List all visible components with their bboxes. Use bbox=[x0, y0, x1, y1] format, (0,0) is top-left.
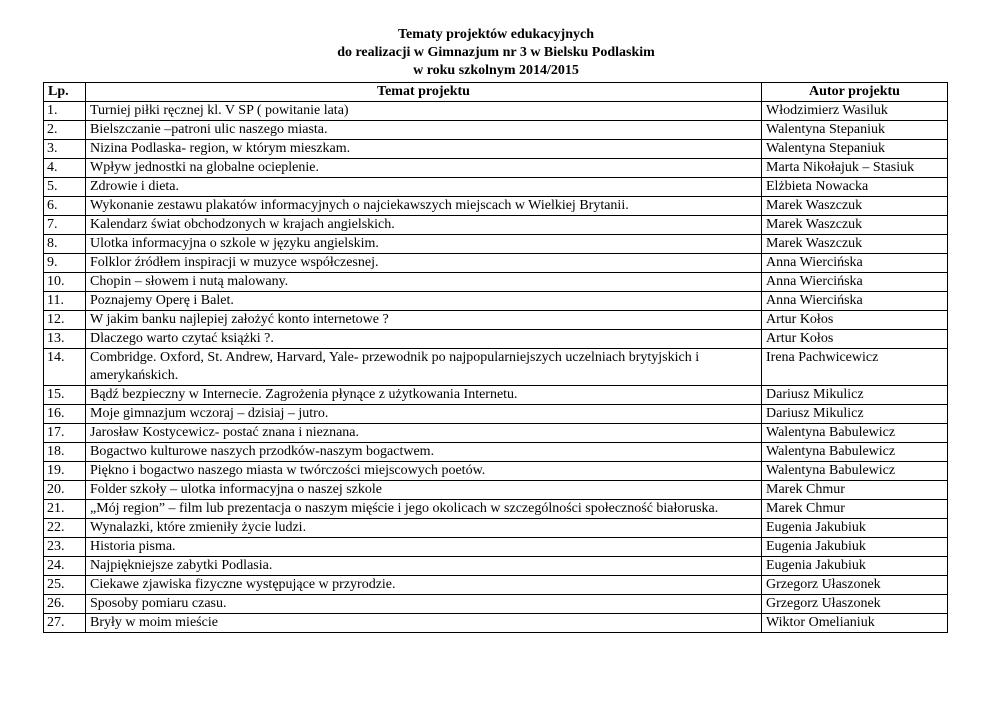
project-topic: Bryły w moim mieście bbox=[86, 614, 762, 633]
row-number: 15. bbox=[44, 386, 86, 405]
project-topic: Bądź bezpieczny w Internecie. Zagrożenia płynące z użytkowania Internetu. bbox=[86, 386, 762, 405]
project-author: Marek Waszczuk bbox=[762, 197, 948, 216]
table-row bbox=[44, 481, 948, 500]
project-author: Wiktor Omelianiuk bbox=[762, 614, 948, 633]
row-number: 16. bbox=[44, 405, 86, 424]
column-header-lp: Lp. bbox=[44, 83, 86, 102]
table-row bbox=[44, 519, 948, 538]
row-number: 4. bbox=[44, 159, 86, 178]
table-row bbox=[44, 330, 948, 349]
project-topic: „Mój region” – film lub prezentacja o naszym mięście i jego okolicach w szczególności społeczność białoruska. bbox=[86, 500, 762, 519]
table-row bbox=[44, 576, 948, 595]
table-row bbox=[44, 462, 948, 481]
table-row bbox=[44, 557, 948, 576]
table-header-row bbox=[44, 83, 948, 102]
table-row bbox=[44, 538, 948, 557]
project-topic: Chopin – słowem i nutą malowany. bbox=[86, 273, 762, 292]
project-author: Artur Kołos bbox=[762, 311, 948, 330]
project-author: Dariusz Mikulicz bbox=[762, 405, 948, 424]
column-header-author: Autor projektu bbox=[762, 83, 948, 102]
project-topic: Folder szkoły – ulotka informacyjna o naszej szkole bbox=[86, 481, 762, 500]
project-author: Artur Kołos bbox=[762, 330, 948, 349]
project-topic: Jarosław Kostycewicz- postać znana i nieznana. bbox=[86, 424, 762, 443]
project-author: Eugenia Jakubiuk bbox=[762, 519, 948, 538]
row-number: 23. bbox=[44, 538, 86, 557]
row-number: 3. bbox=[44, 140, 86, 159]
project-author: Walentyna Babulewicz bbox=[762, 443, 948, 462]
project-topic: Wpływ jednostki na globalne ocieplenie. bbox=[86, 159, 762, 178]
project-topic: Historia pisma. bbox=[86, 538, 762, 557]
row-number: 5. bbox=[44, 178, 86, 197]
project-author: Eugenia Jakubiuk bbox=[762, 538, 948, 557]
table-row bbox=[44, 595, 948, 614]
row-number: 18. bbox=[44, 443, 86, 462]
table-row bbox=[44, 500, 948, 519]
project-author: Walentyna Babulewicz bbox=[762, 462, 948, 481]
table-row bbox=[44, 424, 948, 443]
project-topic: Poznajemy Operę i Balet. bbox=[86, 292, 762, 311]
project-topic: Bogactwo kulturowe naszych przodków-naszym bogactwem. bbox=[86, 443, 762, 462]
project-author: Eugenia Jakubiuk bbox=[762, 557, 948, 576]
project-topic: Ciekawe zjawiska fizyczne występujące w przyrodzie. bbox=[86, 576, 762, 595]
row-number: 10. bbox=[44, 273, 86, 292]
project-author: Dariusz Mikulicz bbox=[762, 386, 948, 405]
project-topic: Kalendarz świat obchodzonych w krajach angielskich. bbox=[86, 216, 762, 235]
table-row bbox=[44, 178, 948, 197]
project-author: Anna Wiercińska bbox=[762, 292, 948, 311]
table-row bbox=[44, 349, 948, 386]
row-number: 9. bbox=[44, 254, 86, 273]
project-author: Marta Nikołajuk – Stasiuk bbox=[762, 159, 948, 178]
row-number: 12. bbox=[44, 311, 86, 330]
project-author: Elżbieta Nowacka bbox=[762, 178, 948, 197]
project-topic: Sposoby pomiaru czasu. bbox=[86, 595, 762, 614]
row-number: 19. bbox=[44, 462, 86, 481]
project-author: Irena Pachwicewicz bbox=[762, 349, 948, 386]
table-row bbox=[44, 614, 948, 633]
row-number: 22. bbox=[44, 519, 86, 538]
row-number: 1. bbox=[44, 102, 86, 121]
row-number: 2. bbox=[44, 121, 86, 140]
row-number: 11. bbox=[44, 292, 86, 311]
project-author: Walentyna Babulewicz bbox=[762, 424, 948, 443]
project-topic: Piękno i bogactwo naszego miasta w twórczości miejscowych poetów. bbox=[86, 462, 762, 481]
project-topic: Turniej piłki ręcznej kl. V SP ( powitanie lata) bbox=[86, 102, 762, 121]
row-number: 27. bbox=[44, 614, 86, 633]
row-number: 21. bbox=[44, 500, 86, 519]
table-row bbox=[44, 254, 948, 273]
column-header-topic: Temat projektu bbox=[86, 83, 762, 102]
row-number: 25. bbox=[44, 576, 86, 595]
project-topic: Dlaczego warto czytać książki ?. bbox=[86, 330, 762, 349]
table-row bbox=[44, 405, 948, 424]
project-topic: Wykonanie zestawu plakatów informacyjnych o najciekawszych miejscach w Wielkiej Brytanii. bbox=[86, 197, 762, 216]
project-author: Marek Waszczuk bbox=[762, 216, 948, 235]
table-row bbox=[44, 235, 948, 254]
row-number: 26. bbox=[44, 595, 86, 614]
project-topic: Ulotka informacyjna o szkole w języku angielskim. bbox=[86, 235, 762, 254]
project-topic: Bielszczanie –patroni ulic naszego miasta. bbox=[86, 121, 762, 140]
title-line-1: Tematy projektów edukacyjnych bbox=[397, 27, 594, 42]
table-row bbox=[44, 386, 948, 405]
row-number: 13. bbox=[44, 330, 86, 349]
project-author: Marek Chmur bbox=[762, 500, 948, 519]
row-number: 24. bbox=[44, 557, 86, 576]
project-author: Walentyna Stepaniuk bbox=[762, 140, 948, 159]
project-author: Anna Wiercińska bbox=[762, 273, 948, 292]
table-row bbox=[44, 121, 948, 140]
project-topic: Najpiękniejsze zabytki Podlasia. bbox=[86, 557, 762, 576]
table-row bbox=[44, 273, 948, 292]
projects-table bbox=[43, 82, 948, 633]
row-number: 14. bbox=[44, 349, 86, 386]
table-row bbox=[44, 159, 948, 178]
row-number: 20. bbox=[44, 481, 86, 500]
project-author: Anna Wiercińska bbox=[762, 254, 948, 273]
project-author: Walentyna Stepaniuk bbox=[762, 121, 948, 140]
row-number: 8. bbox=[44, 235, 86, 254]
project-author: Grzegorz Ułaszonek bbox=[762, 576, 948, 595]
project-topic: Zdrowie i dieta. bbox=[86, 178, 762, 197]
table-row bbox=[44, 216, 948, 235]
project-author: Grzegorz Ułaszonek bbox=[762, 595, 948, 614]
project-topic: Wynalazki, które zmieniły życie ludzi. bbox=[86, 519, 762, 538]
document-title bbox=[0, 26, 992, 80]
row-number: 17. bbox=[44, 424, 86, 443]
project-topic: Folklor źródłem inspiracji w muzyce współczesnej. bbox=[86, 254, 762, 273]
title-line-2: do realizacji w Gimnazjum nr 3 w Bielsku Podlaskim bbox=[337, 45, 655, 60]
project-topic: Moje gimnazjum wczoraj – dzisiaj – jutro. bbox=[86, 405, 762, 424]
row-number: 6. bbox=[44, 197, 86, 216]
title-line-3: w roku szkolnym 2014/2015 bbox=[413, 63, 579, 78]
row-number: 7. bbox=[44, 216, 86, 235]
table-row bbox=[44, 443, 948, 462]
project-author: Włodzimierz Wasiluk bbox=[762, 102, 948, 121]
table-row bbox=[44, 292, 948, 311]
project-author: Marek Waszczuk bbox=[762, 235, 948, 254]
project-author: Marek Chmur bbox=[762, 481, 948, 500]
table-row bbox=[44, 102, 948, 121]
table-row bbox=[44, 311, 948, 330]
project-topic: W jakim banku najlepiej założyć konto internetowe ? bbox=[86, 311, 762, 330]
project-topic: Combridge. Oxford, St. Andrew, Harvard, Yale- przewodnik po najpopularniejszych uczelniach brytyjskich i amerykańskich. bbox=[86, 349, 762, 386]
project-topic: Nizina Podlaska- region, w którym mieszkam. bbox=[86, 140, 762, 159]
table-row bbox=[44, 197, 948, 216]
table-row bbox=[44, 140, 948, 159]
